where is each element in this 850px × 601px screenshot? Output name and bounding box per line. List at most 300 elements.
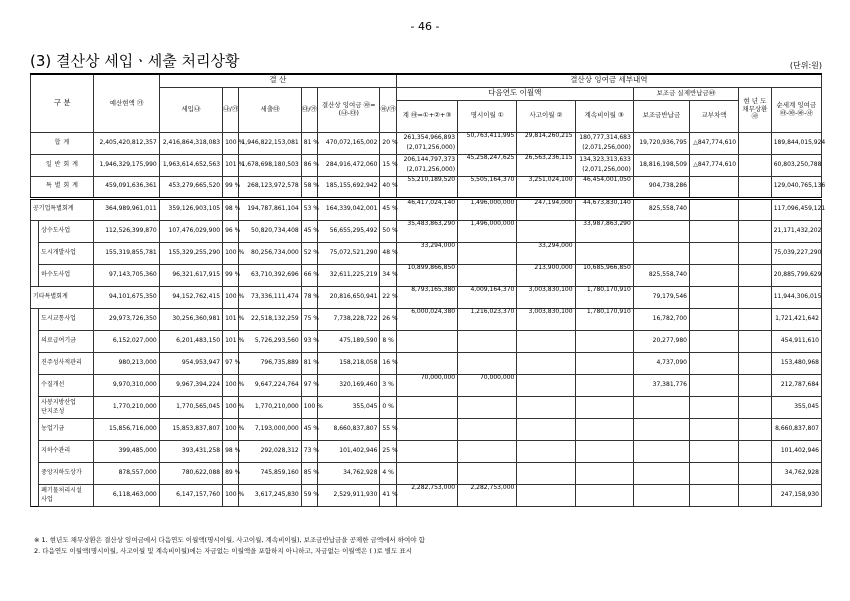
- subsidy-return-cell: 825,558,740: [633, 198, 689, 220]
- expenditure-cell: 796,735,889: [239, 352, 301, 374]
- indent-spacer: [31, 462, 39, 484]
- table-row: [31, 308, 822, 330]
- grant-diff-cell: [690, 418, 739, 440]
- table-row: [31, 264, 822, 286]
- table-row: [31, 418, 822, 440]
- grant-diff-cell: △847,774,610: [690, 132, 739, 154]
- continued-carry-cell-amount: 134,323,313,633: [579, 155, 631, 163]
- continued-carry-header: 계속비이월 ③: [575, 100, 633, 132]
- carry-total-cell: 55,210,189,520: [396, 176, 457, 198]
- surplus-ratio-cell: 16 %: [380, 352, 396, 374]
- surplus-ratio-cell: 40 %: [380, 176, 396, 198]
- explicit-carry-cell: [458, 396, 517, 418]
- budget-cell: 364,989,961,011: [94, 198, 159, 220]
- subsidy-return-cell: 37,381,776: [633, 374, 689, 396]
- table-row: [31, 330, 822, 352]
- surplus-cell: 470,072,165,002: [318, 132, 380, 154]
- grant-diff-cell: [690, 352, 739, 374]
- net-surplus-cell: 454,911,610: [771, 330, 821, 352]
- expenditure-ratio-cell: 58 %: [301, 176, 317, 198]
- net-surplus-cell: 117,096,459,121: [771, 198, 821, 220]
- expenditure-ratio-cell: 45 %: [301, 220, 317, 242]
- revenue-ratio-cell: 89 %: [223, 462, 239, 484]
- continued-carry-cell-no-fund-amount: (2,071,256,000): [582, 165, 631, 173]
- table-row: [31, 352, 822, 374]
- row-label-line: 폐기물처리시설: [41, 487, 82, 494]
- explicit-carry-cell: 70,000,000: [458, 374, 517, 396]
- carry-total-cell: 6,000,024,380: [396, 308, 457, 330]
- carry-total-cell-amount: 261,354,966,893: [403, 133, 456, 141]
- surplus-ratio-cell: 3 %: [380, 374, 396, 396]
- expenditure-cell: 1,946,822,153,081: [239, 132, 301, 154]
- explicit-carry-cell: [458, 352, 517, 374]
- subsidy-return-cell: 19,720,936,795: [633, 132, 689, 154]
- budget-cell: 6,152,027,000: [94, 330, 159, 352]
- expenditure-cell: 5,726,293,560: [239, 330, 301, 352]
- explicit-carry-cell: 2,282,753,000: [458, 484, 517, 506]
- surplus-cell: 164,339,042,001: [318, 198, 380, 220]
- net-surplus-cell: 34,762,928: [771, 462, 821, 484]
- grant-diff-cell: [690, 176, 739, 198]
- net-surplus-cell: 101,402,946: [771, 440, 821, 462]
- revenue-ratio-cell: 100 %: [223, 418, 239, 440]
- expenditure-ratio-cell: 85 %: [301, 462, 317, 484]
- revenue-cell: 393,431,258: [159, 440, 222, 462]
- debt-cell: [739, 132, 772, 154]
- grant-diff-cell: [690, 462, 739, 484]
- grant-diff-cell: [690, 330, 739, 352]
- accident-carry-cell: [517, 484, 575, 506]
- explicit-carry-cell: [458, 330, 517, 352]
- revenue-cell: 1,963,614,652,563: [159, 154, 222, 176]
- table-header: [31, 74, 822, 132]
- indent-spacer: [31, 440, 39, 462]
- indent-spacer: [31, 396, 39, 418]
- revenue-ratio-cell: 100 %: [223, 396, 239, 418]
- row-label: 진주성사적관리: [39, 352, 94, 374]
- expenditure-ratio-cell: 81 %: [301, 132, 317, 154]
- revenue-cell: 94,152,762,415: [159, 286, 222, 308]
- revenue-header: 세입㉯: [159, 87, 222, 132]
- subsidy-return-cell: [633, 242, 689, 264]
- carry-total-cell: 10,899,866,850: [396, 264, 457, 286]
- carry-total-cell: 8,793,165,380: [396, 286, 457, 308]
- accident-carry-cell: 26,563,236,115: [517, 154, 575, 176]
- expenditure-cell: 194,787,861,104: [239, 198, 301, 220]
- explicit-carry-cell: [458, 462, 517, 484]
- row-label: 도시개발사업: [39, 242, 94, 264]
- expenditure-ratio-cell: 97 %: [301, 374, 317, 396]
- expenditure-cell: 80,256,734,000: [239, 242, 301, 264]
- surplus-cell: 2,529,911,930: [318, 484, 380, 506]
- subsidy-return-cell: 20,277,980: [633, 330, 689, 352]
- grant-diff-cell: △847,774,610: [690, 154, 739, 176]
- revenue-cell: 9,967,394,224: [159, 374, 222, 396]
- revenue-ratio-cell: 100 %: [223, 242, 239, 264]
- surplus-ratio-cell: 22 %: [380, 286, 396, 308]
- carry-total-cell: [396, 330, 457, 352]
- grant-diff-cell: [690, 396, 739, 418]
- debt-cell: [739, 418, 772, 440]
- surplus-cell: 20,816,650,941: [318, 286, 380, 308]
- surplus-ratio-cell: 8 %: [380, 330, 396, 352]
- expenditure-cell: 292,028,312: [239, 440, 301, 462]
- expenditure-ratio-cell: 53 %: [301, 198, 317, 220]
- table-row: [31, 396, 822, 418]
- net-surplus-header: 순세계 잉여금 ㉱-㉲-㉳-㉴: [771, 87, 821, 132]
- grant-diff-cell: [690, 484, 739, 506]
- subsidy-return-cell: 79,179,546: [633, 286, 689, 308]
- table-row: [31, 440, 822, 462]
- continued-carry-cell: [575, 462, 633, 484]
- accident-carry-cell: [517, 418, 575, 440]
- unit-label: (단위:원): [789, 61, 822, 70]
- surplus-cell: 320,169,460: [318, 374, 380, 396]
- surplus-ratio-cell: 26 %: [380, 308, 396, 330]
- budget-cell: 2,405,420,812,357: [94, 132, 159, 154]
- explicit-carry-cell: 1,496,000,000: [458, 198, 517, 220]
- net-surplus-cell: 60,803,250,788: [771, 154, 821, 176]
- budget-cell: 878,557,000: [94, 462, 159, 484]
- accident-carry-cell: 3,251,024,100: [517, 176, 575, 198]
- revenue-cell: 6,147,157,760: [159, 484, 222, 506]
- expenditure-ratio-cell: 78 %: [301, 286, 317, 308]
- expenditure-cell: 745,859,160: [239, 462, 301, 484]
- accident-carry-cell: [517, 352, 575, 374]
- grant-diff-cell: [690, 374, 739, 396]
- debt-cell: [739, 330, 772, 352]
- budget-cell: 29,973,726,350: [94, 308, 159, 330]
- continued-carry-cell: [575, 440, 633, 462]
- row-label: [39, 484, 94, 506]
- grant-diff-cell: [690, 440, 739, 462]
- accident-carry-cell: 29,814,260,215: [517, 132, 575, 154]
- revenue-ratio-cell: 100 %: [223, 484, 239, 506]
- debt-header: 현 년 도 채무상환 ㉴: [739, 87, 772, 132]
- revenue-cell: 954,953,947: [159, 352, 222, 374]
- surplus-ratio-cell: 0 %: [380, 396, 396, 418]
- surplus-ratio-cell: 4 %: [380, 462, 396, 484]
- carryover-header: 다음연도 이월액: [396, 87, 633, 100]
- subsidy-return-cell: [633, 440, 689, 462]
- surplus-cell: 355,045: [318, 396, 380, 418]
- net-surplus-cell: 153,480,968: [771, 352, 821, 374]
- row-label: 일 반 회 계: [31, 154, 94, 176]
- row-label: 공기업특별회계: [31, 198, 94, 220]
- budget-cell: 15,856,716,000: [94, 418, 159, 440]
- accident-carry-cell: [517, 462, 575, 484]
- debt-cell: [739, 308, 772, 330]
- revenue-ratio-cell: 98 %: [223, 440, 239, 462]
- continued-carry-cell: [575, 242, 633, 264]
- continued-carry-cell: 44,673,830,140: [575, 198, 633, 220]
- net-surplus-cell: 247,158,930: [771, 484, 821, 506]
- revenue-cell: 30,256,360,981: [159, 308, 222, 330]
- revenue-cell: 780,622,088: [159, 462, 222, 484]
- surplus-cell: 101,402,946: [318, 440, 380, 462]
- accident-carry-header: 사고이월 ②: [517, 100, 575, 132]
- explicit-carry-cell: 4,009,164,370: [458, 286, 517, 308]
- revenue-ratio-cell: 99 %: [223, 176, 239, 198]
- debt-cell: [739, 352, 772, 374]
- subsidy-return-cell: 4,737,090: [633, 352, 689, 374]
- accident-carry-cell: [517, 330, 575, 352]
- grant-diff-cell: [690, 198, 739, 220]
- continued-carry-cell: 46,454,001,050: [575, 176, 633, 198]
- debt-cell: [739, 286, 772, 308]
- table-row: [31, 198, 822, 220]
- surplus-ratio-cell: 45 %: [380, 198, 396, 220]
- carry-total-cell: [396, 154, 457, 176]
- subsidy-return-cell: [633, 396, 689, 418]
- explicit-carry-cell: [458, 440, 517, 462]
- subsidy-return-cell: [633, 484, 689, 506]
- indent-spacer: [31, 308, 39, 330]
- expenditure-ratio-cell: 86 %: [301, 154, 317, 176]
- explicit-carry-cell: 1,216,023,370: [458, 308, 517, 330]
- continued-carry-cell: [575, 132, 633, 154]
- accident-carry-cell: 247,194,000: [517, 198, 575, 220]
- row-label: [39, 396, 94, 418]
- continued-carry-cell: 1,780,170,910: [575, 286, 633, 308]
- detail-header: 결산상 잉여금 세부내역: [396, 74, 821, 87]
- expenditure-cell: 50,820,734,408: [239, 220, 301, 242]
- debt-cell: [739, 220, 772, 242]
- continued-carry-cell: [575, 330, 633, 352]
- table-row: [31, 176, 822, 198]
- grant-diff-cell: [690, 242, 739, 264]
- accident-carry-cell: [517, 220, 575, 242]
- surplus-ratio-cell: 48 %: [380, 242, 396, 264]
- revenue-ratio-cell: 96 %: [223, 220, 239, 242]
- table-row: [31, 242, 822, 264]
- surplus-cell: 34,762,928: [318, 462, 380, 484]
- expenditure-cell: 73,336,111,474: [239, 286, 301, 308]
- revenue-ratio-cell: 100 %: [223, 286, 239, 308]
- net-surplus-cell: 1,721,421,642: [771, 308, 821, 330]
- subsidy-return-cell: 825,558,740: [633, 264, 689, 286]
- debt-cell: [739, 198, 772, 220]
- surplus-pct-header: ㉱/㉮: [380, 87, 396, 132]
- category-header: 구 분: [31, 74, 94, 132]
- indent-spacer: [31, 220, 39, 242]
- budget-cell: 1,946,329,175,990: [94, 154, 159, 176]
- expenditure-cell: 268,123,972,578: [239, 176, 301, 198]
- revenue-cell: 2,416,864,318,083: [159, 132, 222, 154]
- row-label: 상수도사업: [39, 220, 94, 242]
- expenditure-cell: 9,647,224,764: [239, 374, 301, 396]
- accident-carry-cell: 3,003,830,100: [517, 286, 575, 308]
- surplus-cell: 284,916,472,060: [318, 154, 380, 176]
- expenditure-ratio-cell: 75 %: [301, 308, 317, 330]
- grant-diff-cell: [690, 220, 739, 242]
- section-title: (3) 결산상 세입ㆍ세출 처리상황: [30, 52, 240, 70]
- net-surplus-cell: 129,040,765,136: [771, 176, 821, 198]
- surplus-cell: 7,738,228,722: [318, 308, 380, 330]
- explicit-carry-cell: 45,258,247,625: [458, 154, 517, 176]
- expenditure-cell: 1,770,210,000: [239, 396, 301, 418]
- table-row: [31, 462, 822, 484]
- carry-total-cell: [396, 440, 457, 462]
- indent-spacer: [31, 418, 39, 440]
- expenditure-cell: 22,518,132,259: [239, 308, 301, 330]
- expenditure-ratio-cell: 81 %: [301, 352, 317, 374]
- carry-total-cell: 46,417,024,140: [396, 198, 457, 220]
- revenue-cell: 453,279,665,520: [159, 176, 222, 198]
- explicit-carry-cell: 50,763,411,995: [458, 132, 517, 154]
- row-label: 지하수관리: [39, 440, 94, 462]
- explicit-carry-cell: 1,496,000,000: [458, 220, 517, 242]
- explicit-carry-cell: 5,505,164,370: [458, 176, 517, 198]
- expenditure-ratio-cell: 93 %: [301, 330, 317, 352]
- carry-total-cell: [396, 462, 457, 484]
- row-label: 합 계: [31, 132, 94, 154]
- net-surplus-cell: 8,660,837,807: [771, 418, 821, 440]
- indent-spacer: [31, 242, 39, 264]
- budget-cell: 6,118,463,000: [94, 484, 159, 506]
- revenue-cell: 15,853,837,807: [159, 418, 222, 440]
- carry-total-cell-no-fund-amount: (2,071,256,000): [406, 165, 456, 173]
- carry-total-cell: 70,000,000: [396, 374, 457, 396]
- table-row: [31, 220, 822, 242]
- net-surplus-cell: 212,787,684: [771, 374, 821, 396]
- subsidy-return-cell: [633, 418, 689, 440]
- row-label-line: 사봉지방산업: [41, 399, 76, 406]
- row-label: 특 별 회 계: [31, 176, 94, 198]
- grant-diff-cell: [690, 308, 739, 330]
- footnotes: [34, 535, 425, 557]
- grant-diff-header: 교부차액: [690, 100, 739, 132]
- expenditure-ratio-cell: 45 %: [301, 418, 317, 440]
- explicit-carry-cell: [458, 242, 517, 264]
- surplus-cell: 475,189,590: [318, 330, 380, 352]
- subsidy-return-cell: 904,738,286: [633, 176, 689, 198]
- explicit-carry-cell: [458, 264, 517, 286]
- accident-carry-cell: 33,294,000: [517, 242, 575, 264]
- carry-total-cell: 33,294,000: [396, 242, 457, 264]
- surplus-ratio-cell: 15 %: [380, 154, 396, 176]
- surplus-cell: 32,611,225,219: [318, 264, 380, 286]
- revenue-cell: 359,126,903,105: [159, 198, 222, 220]
- surplus-ratio-cell: 34 %: [380, 264, 396, 286]
- debt-cell: [739, 154, 772, 176]
- debt-cell: [739, 242, 772, 264]
- net-surplus-cell: 21,171,432,202: [771, 220, 821, 242]
- revenue-cell: 6,201,483,150: [159, 330, 222, 352]
- indent-spacer: [31, 264, 39, 286]
- revenue-cell: 1,770,565,045: [159, 396, 222, 418]
- revenue-cell: 155,329,255,290: [159, 242, 222, 264]
- indent-spacer: [31, 484, 39, 506]
- debt-cell: [739, 176, 772, 198]
- continued-carry-cell: [575, 154, 633, 176]
- exp-pct-header: ㉰/㉮: [301, 87, 317, 132]
- surplus-header: 결산상 잉여금 ㉱=(㉯-㉰): [318, 87, 380, 132]
- carry-total-cell-no-fund-amount: (2,071,256,000): [406, 143, 456, 151]
- row-label: 수질개선: [39, 374, 94, 396]
- surplus-cell: 185,155,692,942: [318, 176, 380, 198]
- revenue-ratio-cell: 97 %: [223, 352, 239, 374]
- revenue-ratio-cell: 98 %: [223, 198, 239, 220]
- surplus-ratio-cell: 55 %: [380, 418, 396, 440]
- expenditure-ratio-cell: 59 %: [301, 484, 317, 506]
- carry-total-header: 계 ㉲=①+②+③: [396, 100, 457, 132]
- continued-carry-cell: [575, 374, 633, 396]
- surplus-cell: 75,072,521,290: [318, 242, 380, 264]
- surplus-ratio-cell: 41 %: [380, 484, 396, 506]
- expenditure-cell: 3,617,245,830: [239, 484, 301, 506]
- carry-total-cell: [396, 132, 457, 154]
- grant-diff-cell: [690, 286, 739, 308]
- revenue-ratio-cell: 101 %: [223, 330, 239, 352]
- page-number: - 46 -: [410, 20, 440, 33]
- expenditure-ratio-cell: 66 %: [301, 264, 317, 286]
- continued-carry-cell-amount: 180,777,314,683: [579, 133, 631, 141]
- accident-carry-cell: 3,003,830,100: [517, 308, 575, 330]
- net-surplus-cell: 20,885,799,629: [771, 264, 821, 286]
- debt-cell: [739, 462, 772, 484]
- continued-carry-cell: [575, 352, 633, 374]
- net-surplus-cell: 75,039,227,290: [771, 242, 821, 264]
- subsidy-return-cell: [633, 220, 689, 242]
- indent-spacer: [31, 330, 39, 352]
- table-body: [31, 131, 826, 506]
- revenue-cell: 96,321,617,915: [159, 264, 222, 286]
- subsidy-return-cell: [633, 462, 689, 484]
- revenue-ratio-cell: 101 %: [223, 308, 239, 330]
- grant-diff-cell: [690, 264, 739, 286]
- budget-cell: 155,319,855,781: [94, 242, 159, 264]
- row-label: 의료급여기금: [39, 330, 94, 352]
- debt-cell: [739, 440, 772, 462]
- row-label-line: 사업: [41, 496, 53, 503]
- continued-carry-cell: [575, 418, 633, 440]
- footnote: ※ 1. 현년도 채무상환은 결산상 잉여금에서 다음연도 이월액(명시이월, 사고이월, 계속비이월), 보조금반납금을 공제한 금액에서 하여야 함: [34, 536, 425, 544]
- continued-carry-cell: 1,780,170,910: [575, 308, 633, 330]
- budget-header: 예산현액 ㉮: [94, 74, 159, 132]
- indent-spacer: [31, 374, 39, 396]
- budget-cell: 1,770,210,000: [94, 396, 159, 418]
- budget-cell: 9,970,310,000: [94, 374, 159, 396]
- table-row: [31, 286, 822, 308]
- budget-cell: 459,091,636,361: [94, 176, 159, 198]
- footnote: 2. 다음연도 이월액(명시이월, 사고이월 및 계속비이월)에는 자금없는 이월액을 포함하지 아니하고, 자금없는 이월액은 ( )로 별도 표시: [34, 547, 412, 555]
- carry-total-cell: 2,282,753,000: [396, 484, 457, 506]
- rev-pct-header: ㉯/㉮: [223, 87, 239, 132]
- carry-total-cell: [396, 352, 457, 374]
- revenue-ratio-cell: 100 %: [223, 374, 239, 396]
- budget-cell: 94,101,675,350: [94, 286, 159, 308]
- expenditure-cell: 1,678,698,180,503: [239, 154, 301, 176]
- settlement-table: [30, 73, 826, 507]
- expenditure-cell: 63,710,392,696: [239, 264, 301, 286]
- budget-cell: 980,213,000: [94, 352, 159, 374]
- continued-carry-cell-no-fund-amount: (2,071,256,000): [582, 143, 631, 151]
- surplus-cell: 158,218,058: [318, 352, 380, 374]
- accident-carry-cell: [517, 396, 575, 418]
- accident-carry-cell: 213,900,000: [517, 264, 575, 286]
- revenue-ratio-cell: 101 %: [223, 154, 239, 176]
- net-surplus-cell: 11,944,306,015: [771, 286, 821, 308]
- expenditure-ratio-cell: 100 %: [301, 396, 317, 418]
- continued-carry-cell: 10,685,966,850: [575, 264, 633, 286]
- table-row: [31, 374, 822, 396]
- accident-carry-cell: [517, 440, 575, 462]
- subsidy-return-header: 보조금반납금: [633, 100, 689, 132]
- expenditure-ratio-cell: 73 %: [301, 440, 317, 462]
- carry-total-cell: [396, 418, 457, 440]
- surplus-cell: 8,660,837,807: [318, 418, 380, 440]
